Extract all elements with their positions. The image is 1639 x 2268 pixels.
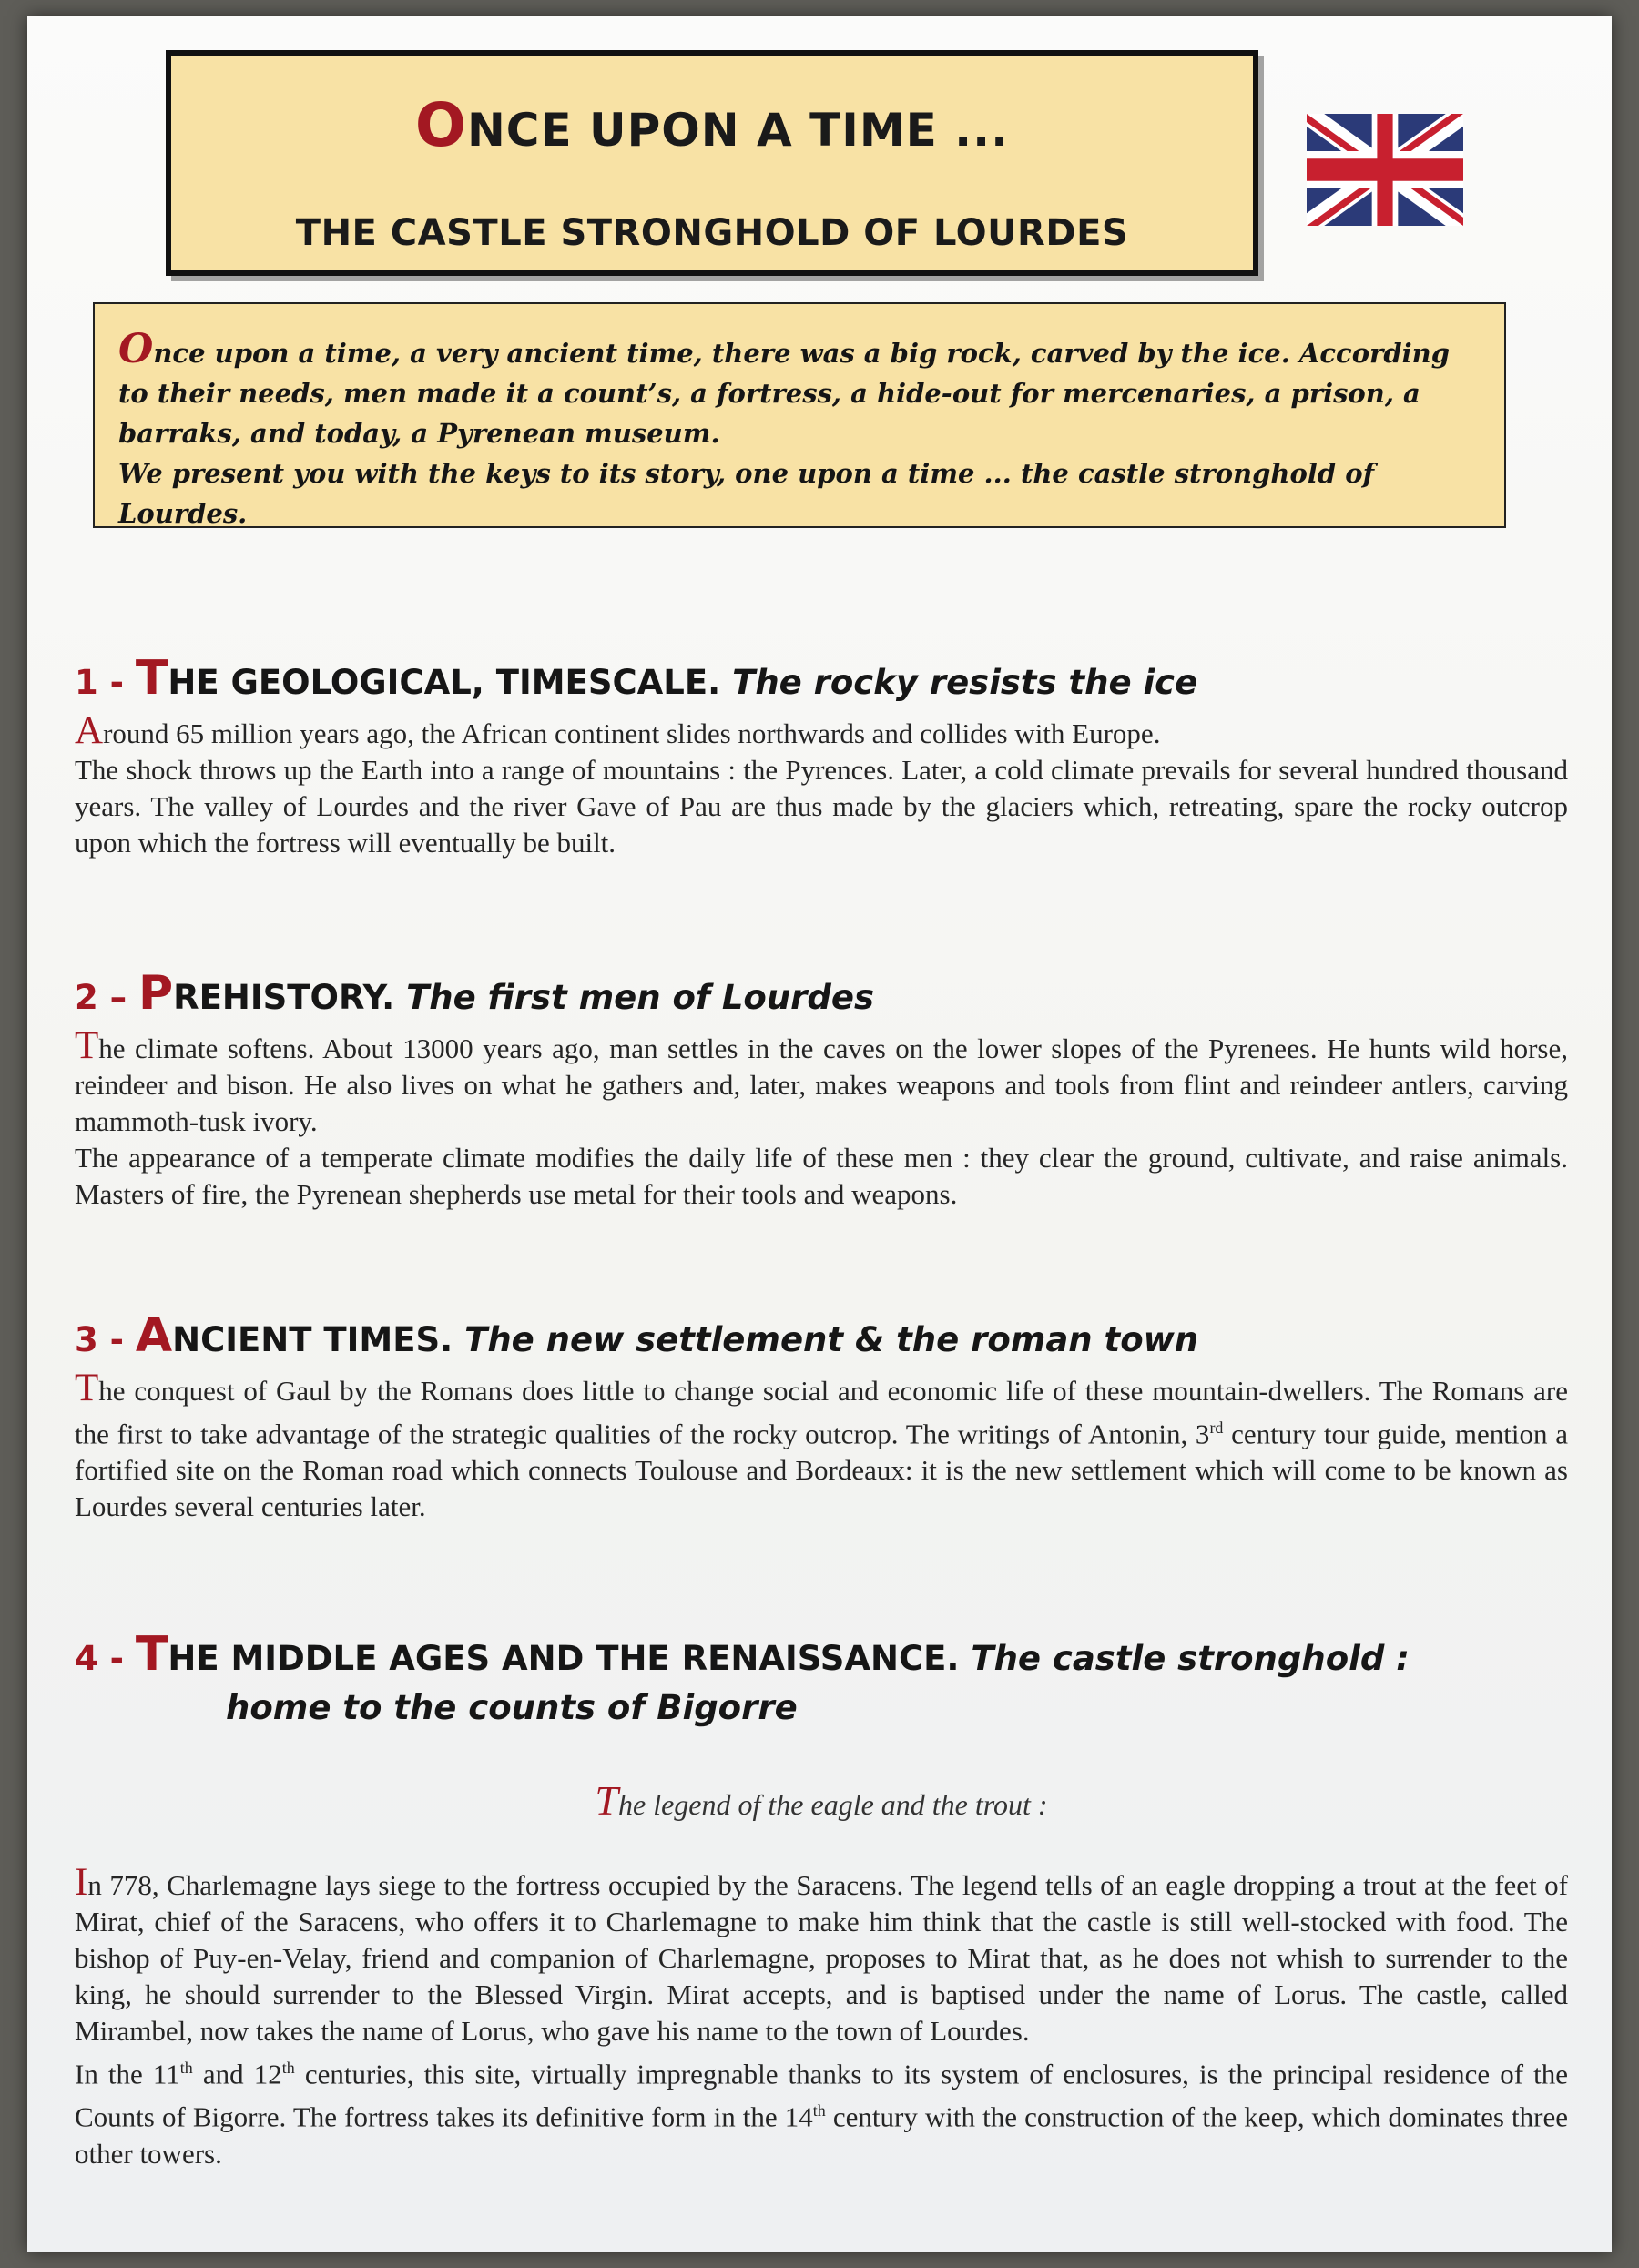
- section-body: The climate softens. About 13000 years ago, man settles in the caves on the lower slopes of the Pyrenees. He hunts wild horse, reindeer and bison. He also lives on what he gathers and, later, makes weapons and tools from flint and reindeer antlers, carving mammoth-tusk ivory. The appearance of a temperate climate modifies the daily life of these men : they clear the ground, cultivate, and raise animals. Masters of fire, the Pyrenean shepherds use metal for their tools and weapons.: [75, 1024, 1568, 1210]
- page-title: ONCE UPON A TIME ...: [414, 90, 1010, 160]
- intro-box: [93, 302, 1506, 528]
- section-middle-ages: [75, 1627, 1568, 2172]
- union-jack-flag-icon: [1307, 114, 1463, 226]
- section-heading: 3 - ANCIENT TIMES. The new settlement & the roman town: [75, 1308, 1199, 1363]
- section-prehistory: [75, 966, 1568, 1213]
- section-body: In 778, Charlemagne lays siege to the fortress occupied by the Saracens. The legend tells of an eagle dropping a trout at the feet of Mirat, chief of the Saracens, who offers it to Charlemagne to make him think that the castle is still well-stocked with food. The bishop of Puy-en-Velay, friend and companion of Charlemagne, proposes to Mirat that, as he does not whish to surrender to the king, he should surrender to the Blessed Virgin. Mirat accepts, and is baptised under the name of Lorus. The castle, called Mirambel, now takes the name of Lorus, who gave his name to the town of Lourdes. In the 11th and 12th centuries, this site, virtually impregnable thanks to its system of enclosures, is the principal residence of the Counts of Bigorre. The fortress takes its definitive form in the 14th century with the construction of the keep, which dominates three other towers.: [75, 1861, 1568, 2170]
- museum-info-sheet: [27, 16, 1612, 2252]
- section-heading: 1 - THE GEOLOGICAL, TIMESCALE. The rocky resists the ice: [75, 651, 1198, 706]
- section-body: Around 65 million years ago, the African continent slides northwards and collides with Europe. The shock throws up the Earth into a range of mountains : the Pyrences. Later, a cold climate prevails for several hundred thousand years. The valley of Lourdes and the river Gave of Pau are thus made by the glaciers which, retreating, spare the rocky outcrop upon which the fortress will eventually be built.: [75, 709, 1568, 859]
- legend-heading: The legend of the eagle and the trout :: [595, 1777, 1048, 1824]
- section-geological: [75, 651, 1568, 861]
- intro-paragraph-2: We present you with the keys to its story, one upon a time ... the castle stronghold of Lourdes.: [118, 458, 1375, 529]
- intro-paragraph-1: Once upon a time, a very ancient time, there was a big rock, carved by the ice. According to their needs, men made it a count’s, a fortress, a hide-out for mercenaries, a prison, a barraks, and today, a Pyrenean museum.: [118, 326, 1450, 449]
- section-heading: 4 - THE MIDDLE AGES AND THE RENAISSANCE. The castle stronghold : home to the counts of Bigorre: [75, 1627, 1410, 1727]
- section-heading: 2 – PREHISTORY. The first men of Lourdes: [75, 966, 875, 1021]
- page-subtitle: THE CASTLE STRONGHOLD OF LOURDES: [295, 212, 1129, 254]
- title-box: [166, 50, 1258, 276]
- section-body: The conquest of Gaul by the Romans does little to change social and economic life of these mountain-dwellers. The Romans are the first to take advantage of the strategic qualities of the rocky outcrop. The writings of Antonin, 3rd century tour guide, mention a fortified site on the Roman road which connects Toulouse and Bordeaux: it is the new settlement which will come to be known as Lourdes several centuries later.: [75, 1367, 1568, 1523]
- section-ancient-times: [75, 1308, 1568, 1525]
